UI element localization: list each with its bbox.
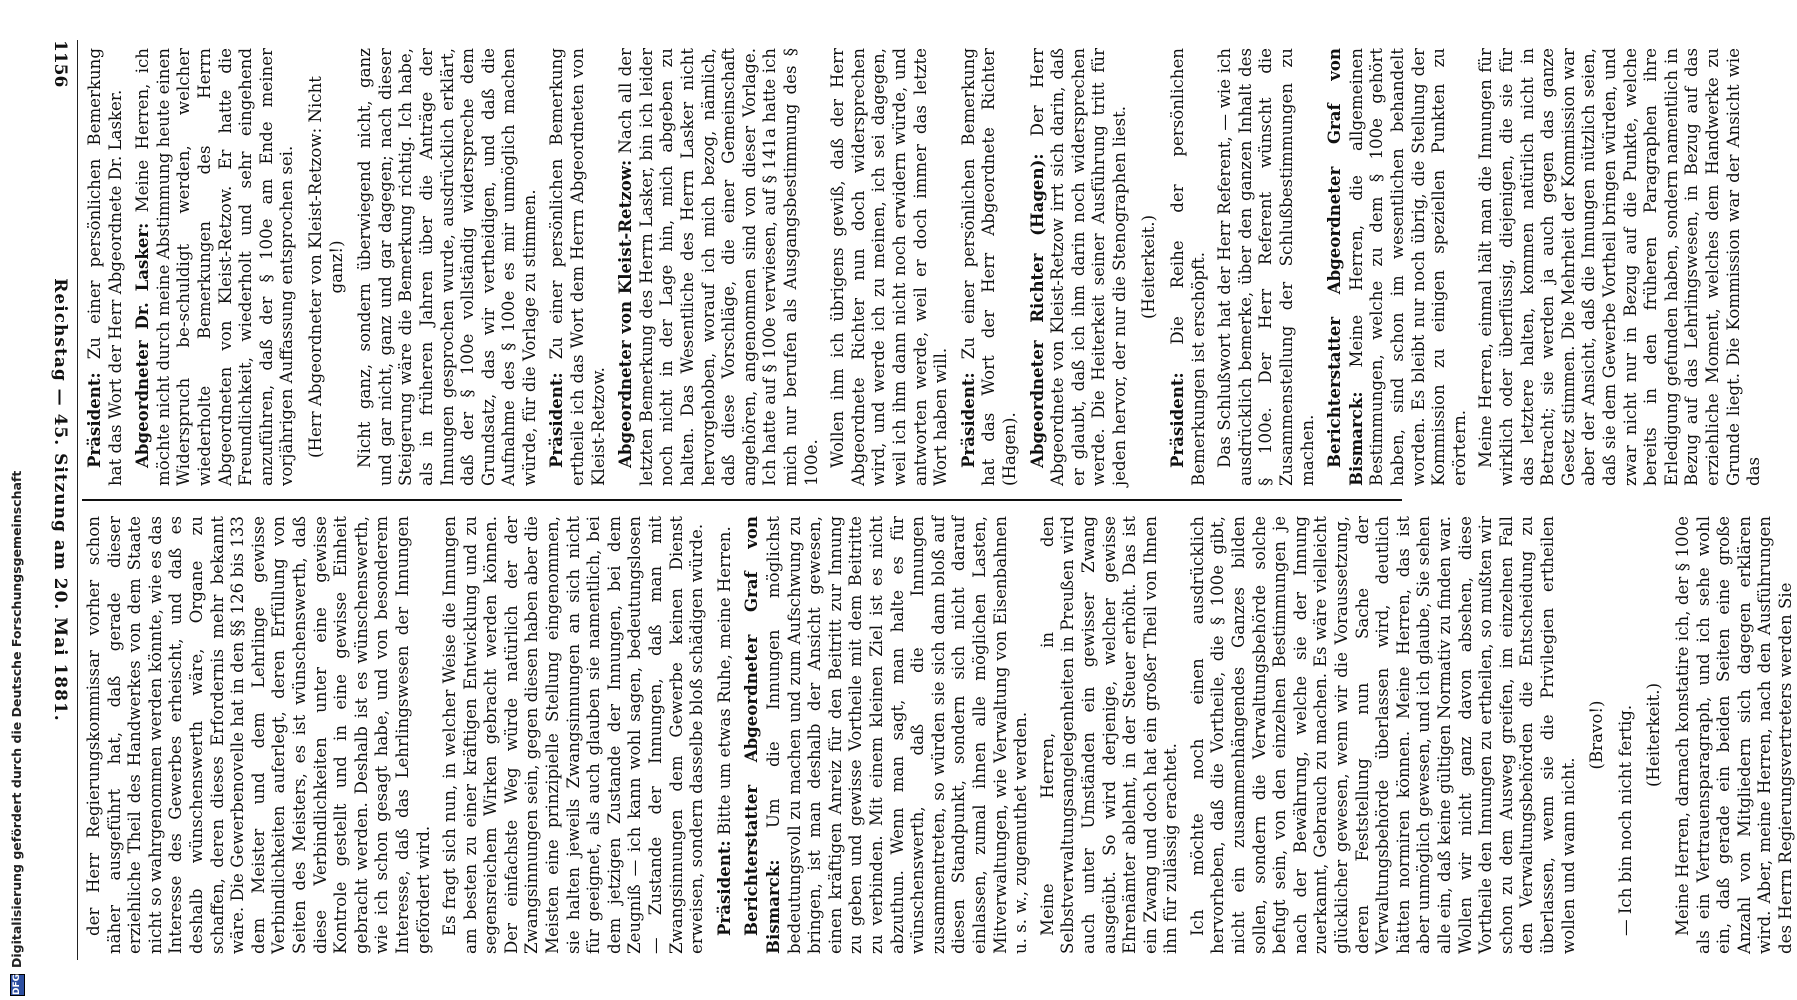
paragraph — [615, 48, 822, 486]
speaker-name: Berichterstatter Abgeordneter Graf von Bismarck: — [741, 516, 783, 954]
speaker-name: Abgeordneter Dr. Lasker: — [132, 222, 153, 468]
paragraph-text: — Ich bin noch nicht fertig. — [1615, 704, 1635, 936]
paragraph — [1167, 48, 1209, 486]
page-header — [44, 40, 70, 960]
paragraph-text: Meine Herren, in den Selbstverwaltungsangelegenheiten in Preußen wird auch unter Umständen ein gewisser Zwang ausgeübt. So wird derjenige, welcher gewisse Ehrenämter ablehnt, in der Steuer erhöht. Das ist ein Zwang und doch hat ein großer Theil von Ihnen ihn für zulässig erachtet. — [1037, 516, 1181, 954]
paragraph — [84, 48, 126, 486]
paragraph — [355, 48, 540, 486]
interjection: (Heiterkeit.) — [1138, 214, 1158, 320]
paragraph — [1324, 48, 1470, 486]
column-divider — [82, 499, 1402, 501]
paragraph-text: Nach all der letzten Bemerkung des Herrn Lasker, bin ich leider noch nicht in der Lage hin, mich abgeben zu halten. Das Wesentliche des Herrn Lasker nicht hervorgehoben, worauf ich mich bezog, nämlich, daß diese Vorschläge, die einer Gemeinschaft angehören, angenommen sind von dieser Vorlage. Ich hatte auf § 100e verwiesen, auf § 141a hatte ich mich nur berufen als Ausgangsbestimmung des § 100e. — [616, 48, 821, 486]
paragraph-text: Meine Herren, die allgemeinen Bestimmungen, welche zu dem § 100e gehört haben, sind schon im wesentlichen behandelt worden. Es bleibt nur noch übrig, die Stellung der Kommission zu einigen speziellen Punkten zu erörtern. — [1346, 48, 1469, 486]
interjection: (Bravo!) — [1587, 700, 1607, 770]
paragraph-text: Um die Innungen möglichst bedeutungsvoll zu machen und zum Aufschwung zu bringen, ist man deshalb der Ansicht gewesen, einen kräftigen Anreiz für den Beitritt zur Innung zu geben und gewisse Vortheile mit dem Beitritte zu verbinden. Mit einem kleinen Ziel ist es nicht abzuthun. Wenn man sagt, man halte es für wünschenswerth, daß die Innungen zusammentreten, so würden sie sich dann bloß auf diesen Standpunkt, sondern sich nicht darauf einlassen, zumal ihnen alle möglichen Lasten, Mitverwaltungen, wie Verwaltung von Eisenbahnen u. s. w., zugemuthet werden. — [764, 515, 1031, 954]
paragraph — [1188, 516, 1579, 954]
header-rule — [77, 40, 78, 960]
paragraph — [1027, 48, 1131, 486]
speaker-name: Präsident: — [546, 372, 567, 468]
credit-strip — [6, 6, 28, 996]
paragraph-text: Die Reihe der persönlichen Bemerkungen ist erschöpft. — [1168, 48, 1208, 486]
paragraph-text: Zu einer persönlichen Bemerkung hat das Wort der Herr Abgeordnete Richter (Hagen). — [958, 48, 1019, 486]
interjection: (Herr Abgeordneter von Kleist-Retzow: Nicht ganz!) — [305, 76, 346, 458]
paragraph — [828, 48, 952, 486]
interjection: (Heiterkeit.) — [1644, 682, 1664, 788]
paragraph — [84, 516, 434, 954]
credit-line — [6, 6, 28, 996]
running-head: Reichstag — 45. Sitzung am 20. Mai 1881. — [50, 278, 70, 722]
paragraph-text: Bitte um etwas Ruhe, meine Herren. — [714, 526, 734, 836]
speaker-name: Präsident: — [713, 840, 734, 936]
paragraph — [714, 516, 736, 954]
paragraph-text: Nicht ganz, sondern überwiegend nicht, ganz und gar nicht, ganz und gar dagegen; nach dieser Steigerung wäre die Bemerkung richtig. Ich habe, als in früheren Jahren über die Anträge der Innungen gesprochen wurde, ausdrücklich erklärt, daß der § 100e vollständig widerspreche dem Grundsatz, das wir vertheidigen, und daß die Aufnahme des § 100e es mir unmöglich machen würde, für die Vorlage zu stimmen. — [355, 48, 539, 486]
paragraph — [132, 48, 298, 486]
paragraph-text: Das Schlußwort hat der Herr Referent, — wie ich ausdrücklich bemerke, über den ganzen Inhalt des § 100e. Der Herr Referent wünscht die Zusammenstellung der Schlußbestimmungen zu machen. — [1215, 48, 1317, 486]
page-number: 1156 — [50, 40, 70, 88]
speaker-name: Präsident: — [1167, 372, 1188, 468]
speaker-name: Berichterstatter Abgeordneter Graf von Bismarck: — [1324, 48, 1366, 486]
paragraph — [440, 516, 708, 954]
paragraph-text: Meine Herren, ich möchte nicht durch meine Abstimmung heute einen Widerspruch be-schuldigt werden, welcher wiederholte Bemerkungen des Herrn Abgeordneten von Kleist-Retzow. Er hatte die Freundlichkeit, wiederholt und sehr eingehend anzuführen, daß der § 100e am Ende meiner vorjährigen Auffassung entsprochen sei. — [133, 48, 297, 486]
paragraph-text: Zu einer persönlichen Bemerkung ertheile ich das Wort dem Herrn Abgeordneten von Kleist-Retzow. — [547, 48, 608, 486]
paragraph — [1215, 48, 1318, 486]
speaker-name: Präsident: — [84, 372, 104, 468]
paragraph — [546, 48, 609, 486]
paragraph — [1616, 516, 1637, 954]
paragraph — [958, 48, 1021, 486]
speaker-name: Abgeordneter Richter (Hagen): — [1026, 153, 1047, 468]
paragraph — [1476, 48, 1764, 486]
paragraph-text: Ich möchte noch einen ausdrücklich hervorheben, daß die Vortheile, die § 100e gibt, nicht ein zusammenhängendes Ganzes bilden sollen, sondern die Verwaltungsbehörde solche befugt sein, von den einzelnen Bestimmungen je nach der Bewährung, welche sie der Innung zuerkannt, Gebrauch zu machen. Es wäre vielleicht glücklicher gewesen, wenn wir die Voraussetzung, deren Feststellung nun Sache der Verwaltungsbehörde überlassen wird, deutlich hätten normiren können. Meine Herren, das ist aber unmöglich gewesen, und ich glaube, Sie sehen alle ein, daß keine gültigen Normativ zu finden war. Wollen wir nicht ganz davon absehen, diese Vortheile den Innungen zu ertheilen, so mußten wir schon zu dem Ausweg greifen, im einzelnen Fall den Verwaltungsbehörden die Entscheidung zu überlassen, wenn sie die Privilegien ertheilen wollen und wann nicht. — [1187, 516, 1578, 954]
paragraph-text: Der Herr Abgeordnete von Kleist-Retzow irrt sich darin, daß er glaubt, daß ich ihm darin noch widersprechen werde. Die Heiterkeit seiner Ausführung tritt für jeden hervor, der nur die Stenographen liest. — [1027, 48, 1129, 486]
paragraph-text: Zu einer persönlichen Bemerkung hat das Wort der Herr Abgeordnete Dr. Lasker. — [85, 48, 125, 486]
speaker-name: Präsident: — [957, 372, 978, 468]
paragraph-text: Meine Herren, darnach konstatire ich, der § 100e als ein Vertrauensparagraph, und ich sehe wohl ein, daß gerade ein beiden Seiten eine große Anzahl von Mitgliedern sich dagegen erklären wird. Aber, meine Herren, nach den Ausführungen des Herrn Regierungsvertreters werden Sie — [1672, 516, 1795, 954]
right-column — [84, 515, 1795, 954]
paragraph-text: Wollen ihm ich übrigens gewiß, daß der Herr Abgeordnete Richter nun doch widersprechen wird, und werde ich zu meinen, ich sei dagegen, weil ich ihm dann nicht noch erwidern würde, und antworten werde, weil er doch immer das letzte Wort haben will. — [828, 48, 951, 486]
left-column — [84, 48, 1764, 486]
dfg-logo: DFG — [10, 974, 25, 996]
paragraph — [741, 516, 1031, 954]
paragraph — [1673, 516, 1797, 954]
speaker-name: Abgeordneter von Kleist-Retzow: — [615, 159, 636, 468]
paragraph-text: der Herr Regierungskommissar vorher schon näher ausgeführt hat, daß gerade dieser erziehliche Theil des Handwerkes von dem Staate nicht so wahrgenommen werden könnte, wie es das Interesse des Gewerbes erheischt, und daß es deshalb wünschenswerth wäre, Organe zu schaffen, deren dieses Erfordernis mehr bekannt wäre. Die Gewerbenovelle hat in den §§ 126 bis 133 dem Meister und dem Lehrlinge gewisse Verbindlichkeiten auferlegt, deren Erfüllung von Seiten des Meisters, es ist wünschenswerth, daß diese Verbindlichkeiten unter eine gewisse Kontrole gestellt und in eine gewisse Einheit gebracht werden. Deshalb ist es wünschenswerth, wie ich schon gesagt habe, und von besonderem Interesse, daß das Lehrlingswesen der Innungen gefördert wird. — [84, 516, 433, 954]
paragraph — [1038, 516, 1182, 954]
paragraph-text: Meine Herren, einmal hält man die Innungen für wirklich oder überflüssig, diejenigen, die sie für das letztere halten, kommen natürlich nicht in Betracht; sie werden ja auch gegen das ganze Gesetz stimmen. Die Mehrheit der Kommission war aber der Ansicht, daß die Innungen nützlich seien, daß sie dem Gewerbe Vortheil bringen würden, und zwar nicht nur in Bezug auf die Punkte, welche bereits in den früheren Paragraphen ihre Erledigung gefunden haben, sondern namentlich in Bezug auf das Lehrlingswesen, in Bezug auf das erziehliche Moment, welches dem Handwerke zu Grunde liegt. Die Kommission war der Ansicht wie das — [1476, 48, 1764, 486]
paragraph-text: Es fragt sich nun, in welcher Weise die Innungen am besten zu einer kräftigen Entwicklung und zu segensreichem Wirken gebracht werden können. Der einfachste Weg würde natürlich der der Zwangsinnungen sein, gegen diesen haben aber die Meisten eine prinzipielle Stellung eingenommen, sie halten jeweils Zwangsinnungen an sich nicht für geeignet, als auch glauben sie namentlich, bei dem jetzigen Zustande der Innungen, bei dem Zeugniß — ich kann wohl sagen, bedeutungslosen — Zustande der Innungen, daß man mit Zwangsinnungen dem Gewerbe keinen Dienst erweisen, sondern dasselbe bloß schädigen würde. — [440, 516, 707, 954]
credit-text: Digitalisierung gefördert durch die Deutsche Forschungsgemeinschaft — [9, 470, 24, 968]
